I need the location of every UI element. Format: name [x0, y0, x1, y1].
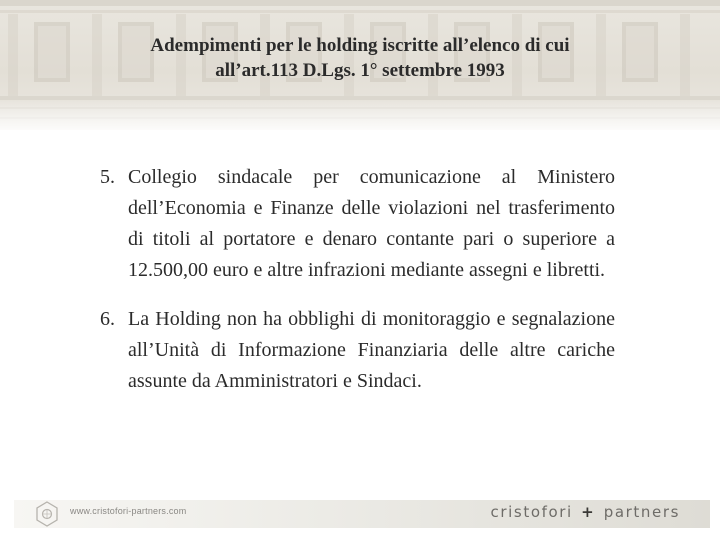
list-item-number: 6. — [100, 308, 115, 330]
numbered-list — [100, 162, 615, 415]
website-link[interactable]: www.cristofori-partners.com — [70, 506, 187, 516]
list-item-text: Collegio sindacale per comunicazione al Ministero dell’Economia e Finanze delle violazioni nel trasferimento di titoli al portatore e denaro contante pari o superiore a 12.500,00 euro e altre infrazioni mediante assegni e libretti. — [128, 166, 615, 281]
slide-title-line-1: Adempimenti per le holding iscritte all’elenco di cui — [150, 35, 570, 56]
footer — [0, 492, 720, 540]
brand-name-right: partners — [603, 503, 680, 521]
brand-plus: + — [581, 503, 596, 521]
slide-title — [40, 33, 680, 83]
list-item-number: 5. — [100, 166, 115, 188]
brand-name-left: cristofori — [490, 503, 573, 521]
list-item — [100, 162, 615, 286]
header-fade — [0, 100, 720, 130]
slide-title-line-2: all’art.113 D.Lgs. 1° settembre 1993 — [215, 60, 505, 81]
brand-logo — [491, 503, 680, 521]
company-emblem-icon — [34, 500, 60, 528]
list-item — [100, 304, 615, 397]
list-item-text: La Holding non ha obblighi di monitoraggio e segnalazione all’Unità di Informazione Finanziaria delle altre cariche assunte da Amministratori e Sindaci. — [128, 308, 615, 392]
header-banner — [0, 0, 720, 130]
